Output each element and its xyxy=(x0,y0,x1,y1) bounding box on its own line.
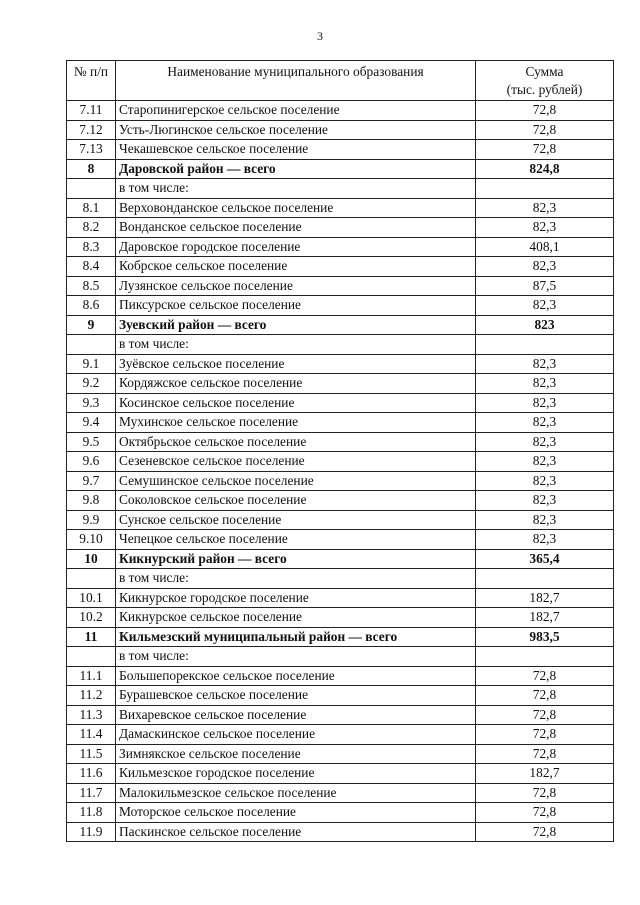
row-number-cell: 8.6 xyxy=(67,296,116,316)
table-row xyxy=(67,764,614,784)
row-number-cell: 11.8 xyxy=(67,803,116,823)
row-name-cell: Кильмезский муниципальный район — всего xyxy=(116,627,476,647)
table-row xyxy=(67,471,614,491)
table-row-total xyxy=(67,159,614,179)
row-number-cell: 9.8 xyxy=(67,491,116,511)
table-row xyxy=(67,101,614,121)
table-row xyxy=(67,608,614,628)
table-row xyxy=(67,647,614,667)
table-row xyxy=(67,198,614,218)
row-name-cell: Даровское городское поселение xyxy=(116,237,476,257)
row-number-cell: 9.1 xyxy=(67,354,116,374)
row-name-cell: в том числе: xyxy=(116,335,476,355)
row-number-cell: 8.1 xyxy=(67,198,116,218)
row-number-cell: 9.5 xyxy=(67,432,116,452)
row-number-cell: 9.4 xyxy=(67,413,116,433)
row-name-cell: Паскинское сельское поселение xyxy=(116,822,476,842)
row-number-cell: 11 xyxy=(67,627,116,647)
table-row xyxy=(67,588,614,608)
table-row xyxy=(67,783,614,803)
table-row-total xyxy=(67,627,614,647)
table-row xyxy=(67,354,614,374)
row-sum-cell: 82,3 xyxy=(476,257,614,277)
table-row xyxy=(67,686,614,706)
row-name-cell: Кобрское сельское поселение xyxy=(116,257,476,277)
row-sum-cell: 82,3 xyxy=(476,198,614,218)
row-name-cell: Зимнякское сельское поселение xyxy=(116,744,476,764)
row-name-cell: в том числе: xyxy=(116,179,476,199)
row-name-cell: Моторское сельское поселение xyxy=(116,803,476,823)
table-row xyxy=(67,530,614,550)
table-row xyxy=(67,822,614,842)
row-sum-cell xyxy=(476,179,614,199)
row-sum-cell: 182,7 xyxy=(476,764,614,784)
table-row xyxy=(67,705,614,725)
budget-table xyxy=(66,60,614,842)
row-name-cell: Верховонданское сельское поселение xyxy=(116,198,476,218)
row-name-cell: Зуевский район — всего xyxy=(116,315,476,335)
row-number-cell: 8.4 xyxy=(67,257,116,277)
table-row xyxy=(67,666,614,686)
header-sum-line2: (тыс. рублей) xyxy=(506,81,583,97)
row-sum-cell: 72,8 xyxy=(476,666,614,686)
row-number-cell xyxy=(67,569,116,589)
row-name-cell: Малокильмезское сельское поселение xyxy=(116,783,476,803)
row-sum-cell: 72,8 xyxy=(476,101,614,121)
row-sum-cell: 824,8 xyxy=(476,159,614,179)
table-row xyxy=(67,744,614,764)
row-name-cell: Зуёвское сельское поселение xyxy=(116,354,476,374)
row-name-cell: в том числе: xyxy=(116,569,476,589)
row-sum-cell xyxy=(476,335,614,355)
row-number-cell xyxy=(67,647,116,667)
row-sum-cell: 72,8 xyxy=(476,822,614,842)
row-name-cell: Пиксурское сельское поселение xyxy=(116,296,476,316)
row-number-cell: 11.4 xyxy=(67,725,116,745)
row-number-cell: 7.11 xyxy=(67,101,116,121)
row-name-cell: Чекашевское сельское поселение xyxy=(116,140,476,160)
table-body xyxy=(67,101,614,842)
row-number-cell: 9.7 xyxy=(67,471,116,491)
row-number-cell: 8.2 xyxy=(67,218,116,238)
row-sum-cell: 72,8 xyxy=(476,744,614,764)
row-sum-cell: 82,3 xyxy=(476,471,614,491)
table-row xyxy=(67,296,614,316)
table-row xyxy=(67,335,614,355)
row-name-cell: Лузянское сельское поселение xyxy=(116,276,476,296)
row-sum-cell: 72,8 xyxy=(476,140,614,160)
row-sum-cell: 365,4 xyxy=(476,549,614,569)
row-sum-cell: 82,3 xyxy=(476,296,614,316)
row-number-cell: 11.5 xyxy=(67,744,116,764)
row-name-cell: Большепорекское сельское поселение xyxy=(116,666,476,686)
table-row xyxy=(67,374,614,394)
table-row xyxy=(67,510,614,530)
row-sum-cell: 82,3 xyxy=(476,510,614,530)
row-name-cell: Мухинское сельское поселение xyxy=(116,413,476,433)
row-name-cell: Чепецкое сельское поселение xyxy=(116,530,476,550)
row-sum-cell: 87,5 xyxy=(476,276,614,296)
row-number-cell: 11.7 xyxy=(67,783,116,803)
row-name-cell: Семушинское сельское поселение xyxy=(116,471,476,491)
header-name: Наименование муниципального образования xyxy=(116,61,476,101)
row-sum-cell xyxy=(476,569,614,589)
row-number-cell: 8 xyxy=(67,159,116,179)
row-number-cell xyxy=(67,335,116,355)
row-number-cell: 11.6 xyxy=(67,764,116,784)
row-sum-cell: 823 xyxy=(476,315,614,335)
table-row xyxy=(67,491,614,511)
row-number-cell: 11.9 xyxy=(67,822,116,842)
row-name-cell: Сезеневское сельское поселение xyxy=(116,452,476,472)
row-sum-cell: 82,3 xyxy=(476,491,614,511)
row-sum-cell: 408,1 xyxy=(476,237,614,257)
table-row xyxy=(67,432,614,452)
row-name-cell: Косинское сельское поселение xyxy=(116,393,476,413)
row-number-cell: 10.1 xyxy=(67,588,116,608)
row-sum-cell: 82,3 xyxy=(476,530,614,550)
row-name-cell: Кикнурское сельское поселение xyxy=(116,608,476,628)
table-row xyxy=(67,803,614,823)
table-row xyxy=(67,140,614,160)
row-sum-cell: 82,3 xyxy=(476,452,614,472)
row-sum-cell: 72,8 xyxy=(476,783,614,803)
row-sum-cell: 72,8 xyxy=(476,705,614,725)
table-row xyxy=(67,179,614,199)
row-name-cell: Бурашевское сельское поселение xyxy=(116,686,476,706)
row-sum-cell: 72,8 xyxy=(476,120,614,140)
row-sum-cell: 82,3 xyxy=(476,413,614,433)
row-number-cell: 10.2 xyxy=(67,608,116,628)
row-number-cell: 8.5 xyxy=(67,276,116,296)
row-sum-cell: 72,8 xyxy=(476,686,614,706)
table-row xyxy=(67,276,614,296)
table-row xyxy=(67,725,614,745)
row-sum-cell: 82,3 xyxy=(476,432,614,452)
row-sum-cell: 182,7 xyxy=(476,588,614,608)
table-row xyxy=(67,257,614,277)
row-number-cell: 9.10 xyxy=(67,530,116,550)
row-name-cell: Кикнурское городское поселение xyxy=(116,588,476,608)
row-name-cell: Старопинигерское сельское поселение xyxy=(116,101,476,121)
row-name-cell: Дамаскинское сельское поселение xyxy=(116,725,476,745)
row-number-cell: 9.6 xyxy=(67,452,116,472)
row-sum-cell: 182,7 xyxy=(476,608,614,628)
row-number-cell: 9 xyxy=(67,315,116,335)
row-sum-cell xyxy=(476,647,614,667)
table-header-row xyxy=(67,61,614,101)
header-sum xyxy=(476,61,614,101)
row-number-cell: 11.1 xyxy=(67,666,116,686)
row-sum-cell: 72,8 xyxy=(476,725,614,745)
row-name-cell: в том числе: xyxy=(116,647,476,667)
row-number-cell: 7.12 xyxy=(67,120,116,140)
row-sum-cell: 72,8 xyxy=(476,803,614,823)
row-number-cell: 11.3 xyxy=(67,705,116,725)
table-row xyxy=(67,218,614,238)
row-name-cell: Усть-Люгинское сельское поселение xyxy=(116,120,476,140)
header-sum-line1: Сумма xyxy=(525,63,564,79)
row-name-cell: Октябрьское сельское поселение xyxy=(116,432,476,452)
row-name-cell: Вонданское сельское поселение xyxy=(116,218,476,238)
row-name-cell: Кордяжское сельское поселение xyxy=(116,374,476,394)
row-number-cell: 9.9 xyxy=(67,510,116,530)
table-row xyxy=(67,452,614,472)
row-number-cell: 10 xyxy=(67,549,116,569)
row-name-cell: Кикнурский район — всего xyxy=(116,549,476,569)
row-number-cell: 7.13 xyxy=(67,140,116,160)
header-number: № п/п xyxy=(67,61,116,101)
row-number-cell: 9.2 xyxy=(67,374,116,394)
page-number: 3 xyxy=(317,29,323,43)
row-name-cell: Кильмезское городское поселение xyxy=(116,764,476,784)
row-sum-cell: 82,3 xyxy=(476,374,614,394)
table-row xyxy=(67,569,614,589)
row-sum-cell: 82,3 xyxy=(476,393,614,413)
row-sum-cell: 983,5 xyxy=(476,627,614,647)
row-name-cell: Даровской район — всего xyxy=(116,159,476,179)
row-name-cell: Вихаревское сельское поселение xyxy=(116,705,476,725)
row-number-cell: 11.2 xyxy=(67,686,116,706)
row-name-cell: Сунское сельское поселение xyxy=(116,510,476,530)
row-sum-cell: 82,3 xyxy=(476,354,614,374)
table-row xyxy=(67,413,614,433)
row-number-cell: 9.3 xyxy=(67,393,116,413)
table-row xyxy=(67,393,614,413)
table-row xyxy=(67,237,614,257)
table-row xyxy=(67,120,614,140)
table-row-total xyxy=(67,315,614,335)
row-number-cell xyxy=(67,179,116,199)
row-number-cell: 8.3 xyxy=(67,237,116,257)
row-sum-cell: 82,3 xyxy=(476,218,614,238)
row-name-cell: Соколовское сельское поселение xyxy=(116,491,476,511)
table-row-total xyxy=(67,549,614,569)
